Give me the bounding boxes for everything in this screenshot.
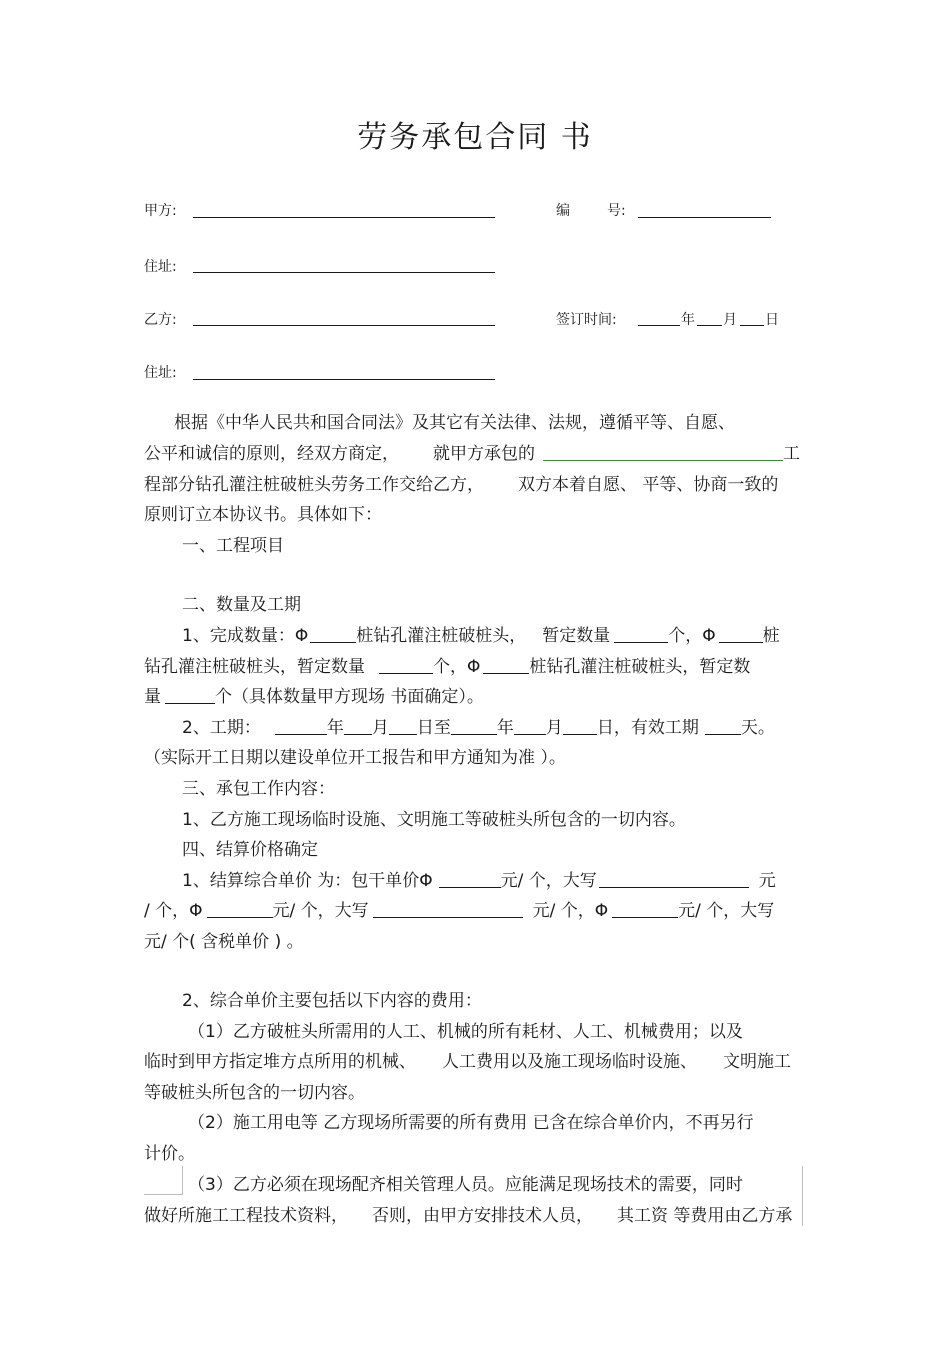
duration-days-blank[interactable] xyxy=(705,714,741,735)
start-day-blank[interactable] xyxy=(389,714,417,735)
contract-body xyxy=(144,0,814,1345)
month-label: 月 xyxy=(723,312,737,328)
text: 年 xyxy=(496,718,514,738)
end-day-blank[interactable] xyxy=(563,714,597,735)
year-label: 年 xyxy=(681,312,695,328)
start-month-blank[interactable] xyxy=(344,714,372,735)
body-line xyxy=(144,470,778,500)
text: 钻孔灌注桩破桩头，暂定数量 xyxy=(144,657,365,677)
end-month-blank[interactable] xyxy=(514,714,546,735)
text: 公平和诚信的原则，经双方商定， xyxy=(144,444,399,464)
start-year-blank[interactable] xyxy=(275,714,327,735)
body-line xyxy=(144,1201,792,1231)
day-label: 日 xyxy=(765,312,779,328)
body-line xyxy=(188,1170,743,1200)
party-b-label: 乙方: xyxy=(144,312,177,328)
text: 桩钻孔灌注桩破桩头， xyxy=(356,626,527,646)
text: （实际开工日期以建设单位开工报告和甲方通知为准 ）。 xyxy=(144,748,566,768)
body-line xyxy=(144,682,484,712)
text: 个（具体数量甲方现场 书面确定）。 xyxy=(215,687,484,707)
quantity-blank-2[interactable] xyxy=(379,653,433,674)
text: 双方本着自愿、 平等、协商一致的 xyxy=(518,475,779,495)
text: 其工资 等费用由乙方承 xyxy=(617,1206,793,1226)
text: 否则，由甲方安排技术人员， xyxy=(372,1206,593,1226)
text: 2、工期： xyxy=(182,718,261,738)
body-line xyxy=(144,652,750,682)
text: 个，Φ xyxy=(668,626,716,646)
text: 元/ 个，大写 xyxy=(678,901,775,921)
text: （2）施工用电等 乙方现场所需要的所有费用 已含在综合单价内，不再另行 xyxy=(188,1113,754,1133)
text: 桩 xyxy=(762,626,780,646)
text: 三、承包工作内容： xyxy=(182,779,335,799)
unit-price-blank-3[interactable] xyxy=(612,897,678,918)
body-line xyxy=(144,927,304,957)
text: 一、工程项目 xyxy=(182,536,284,556)
text: 天。 xyxy=(740,718,775,738)
text: 月 xyxy=(545,718,563,738)
text: 元/ 个，大写 xyxy=(500,871,597,891)
quantity-blank-1[interactable] xyxy=(614,622,668,643)
body-line xyxy=(182,621,780,651)
text: / 个，Φ xyxy=(144,901,203,921)
scan-artifact-line xyxy=(802,1166,803,1226)
section-heading-3 xyxy=(182,774,335,804)
text: 原则订立本协议书。具体如下： xyxy=(144,505,382,525)
text: 人工费用以及施工现场临时设施、 xyxy=(442,1052,697,1072)
body-line xyxy=(144,439,800,469)
text: 元/ 个( 含税单价 ) 。 xyxy=(144,932,304,952)
body-line xyxy=(144,500,382,530)
body-line xyxy=(174,408,735,438)
text: （1）乙方破桩头所需用的人工、机械的所有耗材、人工、机械费用；以及 xyxy=(188,1022,743,1042)
quantity-blank-3[interactable] xyxy=(165,683,215,704)
section-heading-4 xyxy=(182,835,318,865)
contract-title: 劳务承包合同 书 xyxy=(357,120,593,155)
amount-in-words-blank-2[interactable] xyxy=(373,897,523,918)
address-2-label: 住址: xyxy=(144,365,177,381)
text: 二、数量及工期 xyxy=(182,595,301,615)
body-line xyxy=(144,1078,365,1108)
body-line xyxy=(182,986,482,1016)
text: 就甲方承包的 xyxy=(433,444,535,464)
text: 1、结算综合单价 为：包干单价Φ xyxy=(182,871,433,891)
text: 四、结算价格确定 xyxy=(182,840,318,860)
text: 等破桩头所包含的一切内容。 xyxy=(144,1083,365,1103)
amount-in-words-blank-1[interactable] xyxy=(599,867,749,888)
pile-diameter-blank-1[interactable] xyxy=(310,622,356,643)
text: （3）乙方必须在现场配齐相关管理人员。应能满足现场技术的需要，同时 xyxy=(188,1175,743,1195)
address-1-label: 住址: xyxy=(144,259,177,275)
end-year-blank[interactable] xyxy=(451,714,497,735)
text: 根据《中华人民共和国合同法》及其它有关法律、法规，遵循平等、自愿、 xyxy=(174,413,735,433)
text: 量 xyxy=(144,687,161,707)
party-a-label: 甲方: xyxy=(144,203,177,219)
body-line xyxy=(182,805,686,835)
text: 日，有效工期 xyxy=(596,718,699,738)
number-label-part2: 号: xyxy=(607,203,626,219)
text: 元/ 个，大写 xyxy=(272,901,369,921)
body-line xyxy=(188,1017,743,1047)
text: 暂定数量 xyxy=(542,626,611,646)
pile-diameter-blank-3[interactable] xyxy=(483,653,529,674)
text: 2、综合单价主要包括以下内容的费用： xyxy=(182,991,482,1011)
body-line xyxy=(144,896,774,926)
body-line xyxy=(182,866,776,896)
body-line xyxy=(188,1108,754,1138)
section-heading-1 xyxy=(182,531,284,561)
body-line xyxy=(144,743,566,773)
scan-artifact-box xyxy=(144,1166,183,1195)
text: 元 xyxy=(758,871,776,891)
text: 个，Φ xyxy=(433,657,481,677)
body-line xyxy=(182,713,775,743)
text: 做好所施工工程技术资料， xyxy=(144,1206,348,1226)
text: 日至 xyxy=(416,718,451,738)
unit-price-blank-2[interactable] xyxy=(207,897,273,918)
number-label-part1: 编 xyxy=(556,203,570,219)
text: 1、完成数量：Φ xyxy=(182,626,309,646)
text: 桩钻孔灌注桩破桩头，暂定数 xyxy=(529,657,751,677)
text: 临时到甲方指定堆方点所用的机械、 xyxy=(144,1052,416,1072)
pile-diameter-blank-2[interactable] xyxy=(719,622,763,643)
body-line xyxy=(144,1047,791,1077)
section-heading-2 xyxy=(182,590,301,620)
body-line xyxy=(144,1139,195,1169)
text: 文明施工 xyxy=(723,1052,791,1072)
text: 年 xyxy=(326,718,344,738)
unit-price-blank-1[interactable] xyxy=(439,867,501,888)
text: 计价。 xyxy=(144,1144,195,1164)
text: 元/ 个，Φ xyxy=(532,901,609,921)
text: 工 xyxy=(783,444,800,464)
project-name-blank[interactable] xyxy=(543,440,783,461)
text: 程部分钻孔灌注桩破桩头劳务工作交给乙方， xyxy=(144,475,484,495)
text: 月 xyxy=(371,718,389,738)
text: 1、乙方施工现场临时设施、文明施工等破桩头所包含的一切内容。 xyxy=(182,810,686,830)
sign-time-label: 签订时间: xyxy=(556,312,617,328)
